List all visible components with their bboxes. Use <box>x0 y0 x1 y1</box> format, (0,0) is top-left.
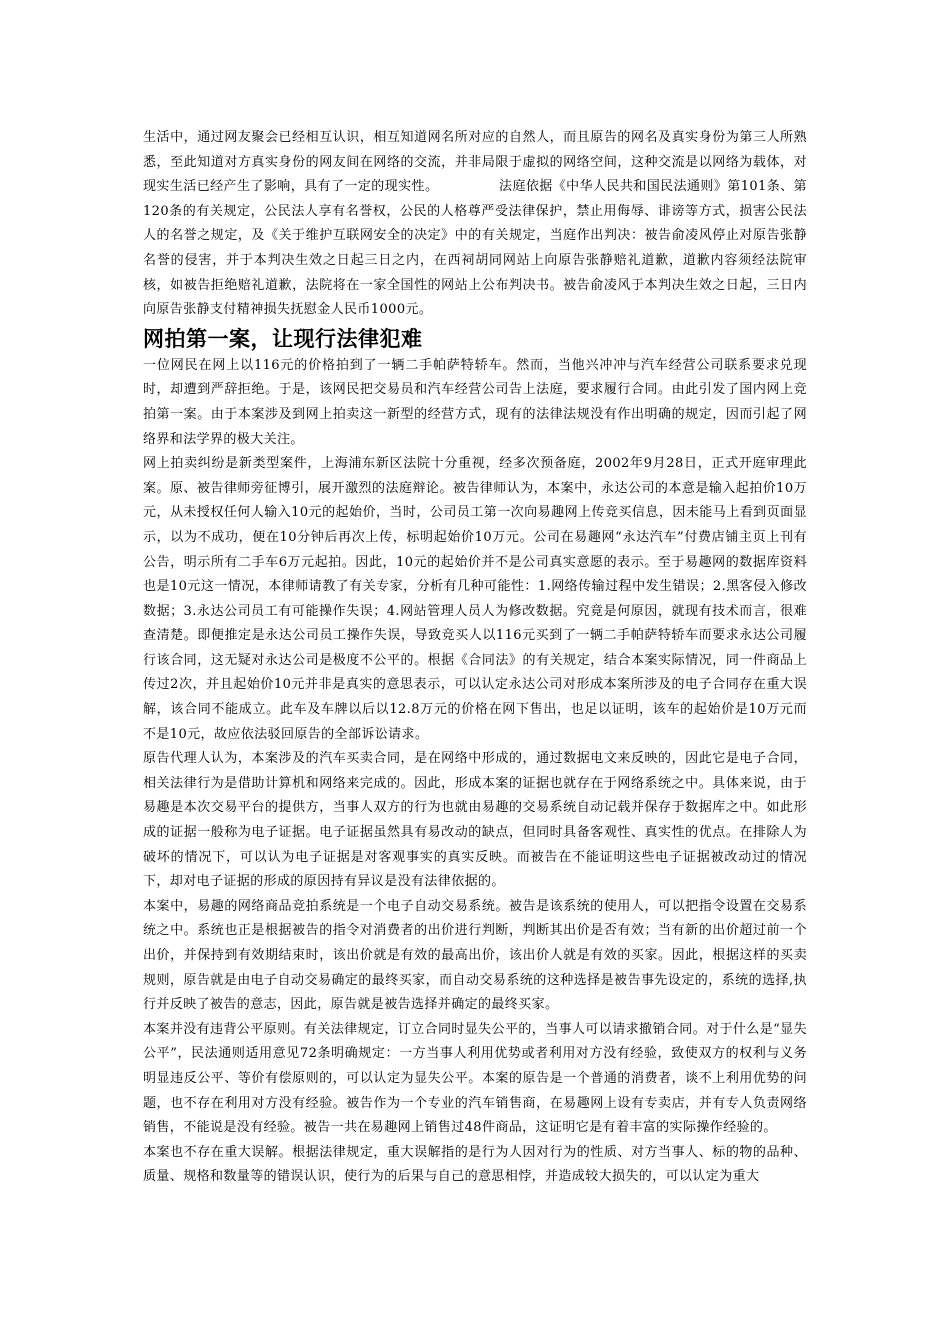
body-paragraph-3: 原告代理人认为，本案涉及的汽车买卖合同，是在网络中形成的，通过数据电文来反映的，因此它是电子合同，相关法律行为是借助计算机和网络来完成的。因此，形成本案的证据也就存在于网络系统之中。具体来说，由于易趣是本次交易平台的提供方，当事人双方的行为也就由易趣的交易系统自动记载并保存于数据库之中。如此形成的证据一般称为电子证据。电子证据虽然具有易改动的缺点，但同时具备客观性、真实性的优点。在排除人为破坏的情况下，可以认为电子证据是对客观事实的真实反映。而被告在不能证明这些电子证据被改动过的情况下，却对电子证据的形成的原因持有异议是没有法律依据的。 <box>143 751 807 890</box>
intro-paragraph: 生活中，通过网友聚会已经相互认识，相互知道网名所对应的自然人，而且原告的网名及真实身份为第三人所熟悉，至此知道对方真实身份的网友间在网络的交流，并非局限于虚拟的网络空间，这种交流是以网络为载体，对现实生活已经产生了影响，具有了一定的现实性。 法庭依据《中华人民共和国民法通则》第101条、第120条的有关规定，公民法人享有名誉权，公民的人格尊严受法律保护，禁止用侮辱、诽谤等方式，损害公民法人的名誉之规定，及《关于维护互联网安全的决定》中的有关规定，当庭作出判决：被告俞凌风停止对原告张静名誉的侵害，并于本判决生效之日起三日之内，在西祠胡同网站上向原告张静赔礼道歉，道歉内容须经法院审核，如被告拒绝赔礼道歉，法院将在一家全国性的网站上公布判决书。被告俞凌风于本判决生效之日起，三日内向原告张静支付精神损失抚慰金人民币1000元。 <box>143 130 807 318</box>
body-paragraph-5: 本案并没有违背公平原则。有关法律规定，订立合同时显失公平的，当事人可以请求撤销合同。对于什么是“显失公平”，民法通则适用意见72条明确规定：一方当事人利用优势或者利用对方没有经验，致使双方的权利与义务明显违反公平、等价有偿原则的，可以认定为显失公平。本案的原告是一个普通的消费者，谈不上利用优势的问题，也不存在利用对方没有经验。被告作为一个专业的汽车销售商，在易趣网上设有专卖店，并有专人负责网络销售，不能说是没有经验。被告一共在易趣网上销售过48件商品，这证明它是有着丰富的实际操作经验的。 <box>143 1021 807 1136</box>
body-paragraph-1: 一位网民在网上以116元的价格拍到了一辆二手帕萨特轿车。然而，当他兴冲冲与汽车经营公司联系要求兑现时，却遭到严辞拒绝。于是，该网民把交易员和汽车经营公司告上法庭，要求履行合同。由此引发了国内网上竞拍第一案。由于本案涉及到网上拍卖这一新型的经营方式，现有的法律法规没有作出明确的规定，因而引起了网络界和法学界的极大关注。 <box>143 357 807 447</box>
body-paragraph-6: 本案也不存在重大误解。根据法律规定，重大误解指的是行为人因对行为的性质、对方当事人、标的物的品种、质量、规格和数量等的错误认识，使行为的后果与自己的意思相悖，并造成较大损失的，可以认定为重大 <box>143 1144 807 1185</box>
section-heading: 网拍第一案，让现行法律犯难 <box>143 326 423 351</box>
body-paragraph-4: 本案中，易趣的网络商品竞拍系统是一个电子自动交易系统。被告是该系统的使用人，可以把指令设置在交易系统之中。系统也正是根据被告的指令对消费者的出价进行判断，判断其出价是否有效；当有新的出价超过前一个出价，并保持到有效期结束时，该出价就是有效的最高出价，该出价人就是有效的买家。因此，根据这样的买卖规则，原告就是由电子自动交易确定的最终买家，而自动交易系统的这种选择是被告事先设定的，系统的选择,执行并反映了被告的意志，因此，原告就是被告选择并确定的最终买家。 <box>143 898 807 1013</box>
body-paragraph-2: 网上拍卖纠纷是新类型案件，上海浦东新区法院十分重视，经多次预备庭，2002年9月28日，正式开庭审理此案。原、被告律师旁征博引，展开激烈的法庭辩论。被告律师认为，本案中，永达公司的本意是输入起拍价10万元，从未授权任何人输入10元的起始价，当时，公司员工第一次向易趣网上传竞买信息，因未能马上看到页面显示，以为不成功，便在10分钟后再次上传，标明起始价10万元。公司在易趣网“永达汽车”付费店铺主页上刊有公告，明示所有二手车6万元起拍。因此，10元的起始价并不是公司真实意愿的表示。至于易趣网的数据库资料也是10元这一情况，本律师请教了有关专家，分析有几种可能性：1.网络传输过程中发生错误；2.黑客侵入修改数据；3.永达公司员工有可能操作失误；4.网站管理人员人为修改数据。究竟是何原因，就现有技术而言，很难查清楚。即便推定是永达公司员工操作失误，导致竞买人以116元买到了一辆二手帕萨特轿车而要求永达公司履行该合同，这无疑对永达公司是极度不公平的。根据《合同法》的有关规定，结合本案实际情况，同一件商品上传过2次，并且起始价10元并非是真实的意思表示，可以认定永达公司对形成本案所涉及的电子合同存在重大误解，该合同不能成立。此车及车牌以后以12.8万元的价格在网下售出，也足以证明，该车的起始价是10万元而不是10元，故应依法驳回原告的全部诉讼请求。 <box>143 456 807 742</box>
document-body <box>143 126 807 1190</box>
